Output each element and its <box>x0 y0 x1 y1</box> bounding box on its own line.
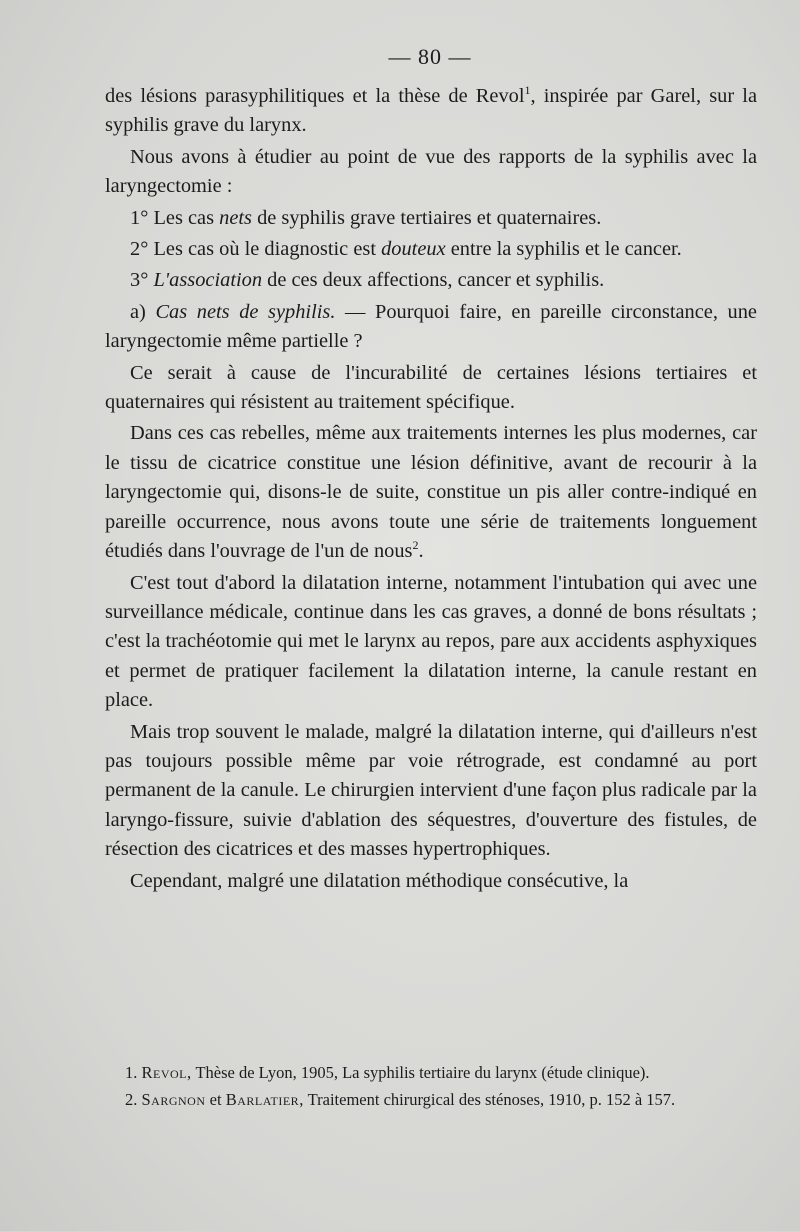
footnote-2-text: Traitement chirurgical des sténoses, 1910, p. 152 à 157. <box>303 1090 676 1109</box>
list-item-1-emphasis: nets <box>219 206 252 229</box>
paragraph-3: Ce serait à cause de l'incurabilité de certaines lésions tertiaires et quaternaires qui résistent au traitement spécifique. <box>105 361 757 414</box>
list-item-2-emphasis: douteux <box>381 238 446 261</box>
list-item-1 <box>105 204 757 233</box>
paragraph-1-text-cont: , inspirée par Garel, sur la syphilis grave du larynx. <box>105 85 757 137</box>
footnote-2-author-2: Barlatier, <box>225 1090 304 1109</box>
page-number: — 80 — <box>388 44 472 69</box>
list-item-2 <box>105 235 757 264</box>
footnote-1 <box>105 1062 757 1083</box>
section-a-label: a) <box>130 300 156 323</box>
paragraph-7: Cependant, malgré une dilatation méthodique consécutive, la <box>130 869 629 892</box>
list-item-2-text: entre la syphilis et le cancer. <box>445 238 682 261</box>
paragraph-5: C'est tout d'abord la dilatation interne, notamment l'intubation qui avec une surveillance médicale, continue dans les cas graves, a donné de bons résultats ; c'est la trachéotomie qui met le larynx au repos, pare aux accidents asphyxiques et permet de pratiquer facilement la dilatation interne, la canule restant en place. <box>105 571 757 712</box>
footnote-1-number: 1. <box>125 1063 142 1082</box>
footnote-1-text: Thèse de Lyon, 1905, La syphilis tertiaire du larynx (étude clinique). <box>191 1063 650 1082</box>
footnote-2 <box>105 1089 757 1110</box>
section-a-paragraph <box>105 298 757 357</box>
list-item-3-text: de ces deux affections, cancer et syphilis. <box>262 269 605 292</box>
footnote-1-author: Revol, <box>141 1063 192 1082</box>
body-text <box>105 82 757 898</box>
section-a-heading: Cas nets de syphilis. <box>155 300 336 323</box>
paragraph-2: Nous avons à étudier au point de vue des rapports de la syphilis avec la laryngectomie : <box>105 145 757 198</box>
list-item-3-number: 3° <box>130 269 154 292</box>
list-item-3 <box>105 266 757 295</box>
paragraph-4-end: . <box>418 540 424 563</box>
paragraph-6: Mais trop souvent le malade, malgré la dilatation interne, qui d'ailleurs n'est pas toujours possible même par voie rétrograde, est condamné au port permanent de la canule. Le chirurgien intervient d'une façon plus radicale par la laryngo-fissure, suivie d'ablation des séquestres, d'ouverture des fistules, de résection des cicatrices et des masses hypertrophiques. <box>105 720 757 861</box>
paragraph-4-text: Dans ces cas rebelles, même aux traitements internes les plus modernes, car le tissu de cicatrice constitue une lésion définitive, avant de recourir à la laryngectomie qui, disons-le de suite, constitue un pis aller contre-indiqué en pareille occurrence, nous avons toute une série de traitements longuement étudiés dans l'ouvrage de l'un de nous <box>105 422 757 563</box>
paragraph-1-text: des lésions parasyphilitiques et la thèse de Revol <box>105 85 525 107</box>
list-item-1-text: de syphilis grave tertiaires et quaternaires. <box>251 206 602 229</box>
list-item-1-number: 1° Les cas <box>130 206 220 229</box>
footnote-ref-1: 1 <box>524 83 531 97</box>
footnote-2-author-1: Sargnon <box>141 1090 206 1109</box>
paragraph-1 <box>105 82 757 141</box>
section-a-text: — Pourquoi faire, en pareille circonstance, une laryngectomie même partielle ? <box>105 300 757 353</box>
paragraph-4 <box>105 419 757 566</box>
footnote-2-conjunction: et <box>205 1090 226 1109</box>
footnote-2-number: 2. <box>125 1090 142 1109</box>
list-item-2-number: 2° Les cas où le diagnostic est <box>130 238 382 261</box>
footnotes <box>105 1062 757 1116</box>
list-item-3-emphasis: L'association <box>153 269 263 292</box>
footnote-ref-2: 2 <box>412 538 419 553</box>
